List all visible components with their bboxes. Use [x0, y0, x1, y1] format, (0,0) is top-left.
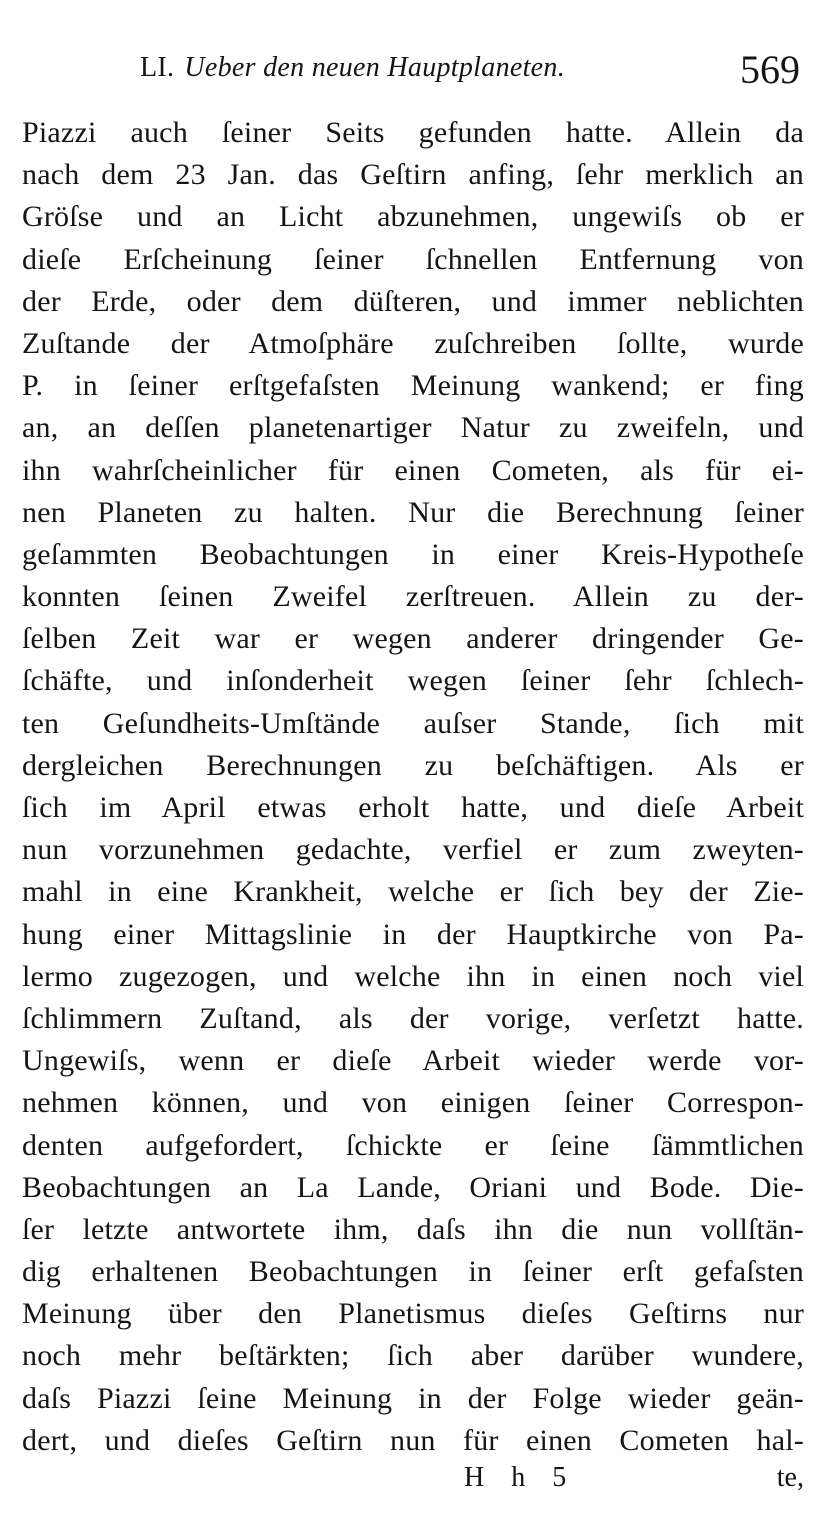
text-line: geſammten Beobachtungen in einer Kreis-Hypotheſe	[22, 537, 804, 571]
text-line: ſer letzte antwortete ihm, daſs ihn die nun vollſtän-	[22, 1212, 804, 1246]
catchword: te,	[776, 1462, 804, 1493]
text-line: ihn wahrſcheinlicher für einen Cometen, als für ei-	[22, 453, 804, 487]
text-line: nen Planeten zu halten. Nur die Berechnung ſeiner	[22, 495, 804, 529]
text-line: dert, und dieſes Geſtirn nun für einen Cometen hal-	[22, 1423, 804, 1457]
text-line: denten aufgefordert, ſchickte er ſeine ſämmtlichen	[22, 1128, 804, 1162]
text-line: lermo zugezogen, und welche ihn in einen noch viel	[22, 959, 804, 993]
text-line: Piazzi auch ſeiner Seits gefunden hatte. Allein da	[22, 116, 804, 149]
text-line: ten Geſundheits-Umſtände auſser Stande, ſich mit	[22, 706, 804, 740]
text-line: Zuſtande der Atmoſphäre zuſchreiben ſollte, wurde	[22, 326, 804, 360]
text-line: Meinung über den Planetismus dieſes Geſtirns nur	[22, 1297, 804, 1331]
text-line: mahl in eine Krankheit, welche er ſich bey der Zie-	[22, 875, 804, 909]
text-line: hung einer Mittagslinie in der Hauptkirche von Pa-	[22, 917, 804, 951]
text-line: P. in ſeiner erſtgefaſsten Meinung wankend; er fing	[22, 369, 804, 403]
text-line: dig erhaltenen Beobachtungen in ſeiner erſt gefaſsten	[22, 1255, 804, 1289]
signature-mark: H h 5	[464, 1462, 577, 1493]
text-line: ſchäfte, und inſonderheit wegen ſeiner ſehr ſchlech-	[22, 664, 804, 698]
text-line: dieſe Erſcheinung ſeiner ſchnellen Entfernung von	[22, 242, 804, 276]
text-line: ſchlimmern Zuſtand, als der vorige, verſetzt hatte.	[22, 1001, 804, 1035]
text-line: daſs Piazzi ſeine Meinung in der Folge wieder geän-	[22, 1381, 804, 1415]
running-head	[140, 52, 565, 84]
text-line: der Erde, oder dem düſteren, und immer neblichten	[22, 284, 804, 318]
text-line: Ungewiſs, wenn er dieſe Arbeit wieder werde vor-	[22, 1044, 804, 1078]
text-line: dergleichen Berechnungen zu beſchäftigen. Als er	[22, 748, 804, 782]
text-line: Gröſse und an Licht abzunehmen, ungewiſs ob er	[22, 200, 804, 234]
text-line: nehmen können, und von einigen ſeiner Correspon-	[22, 1086, 804, 1120]
text-line: ſich im April etwas erholt hatte, und dieſe Arbeit	[22, 791, 804, 824]
text-line: nach dem 23 Jan. das Geſtirn anfing, ſehr merklich an	[22, 158, 804, 192]
page-footer	[22, 1462, 804, 1502]
text-line: nun vorzunehmen gedachte, verfiel er zum zweyten-	[22, 833, 804, 867]
text-line: konnten ſeinen Zweifel zerſtreuen. Allein zu der-	[22, 580, 804, 614]
text-line: an, an deſſen planetenartiger Natur zu zweifeln, und	[22, 411, 804, 445]
chapter-title: Ueber den neuen Hauptplaneten.	[184, 52, 565, 83]
body-text	[22, 112, 804, 1462]
chapter-number: LI.	[140, 52, 175, 83]
text-line: Beobachtungen an La Lande, Oriani und Bode. Die-	[22, 1170, 804, 1204]
page-number: 569	[740, 47, 800, 92]
text-line: noch mehr beſtärkten; ſich aber darüber wundere,	[22, 1339, 804, 1373]
page-header	[140, 46, 800, 96]
text-line: ſelben Zeit war er wegen anderer dringender Ge-	[22, 622, 804, 656]
